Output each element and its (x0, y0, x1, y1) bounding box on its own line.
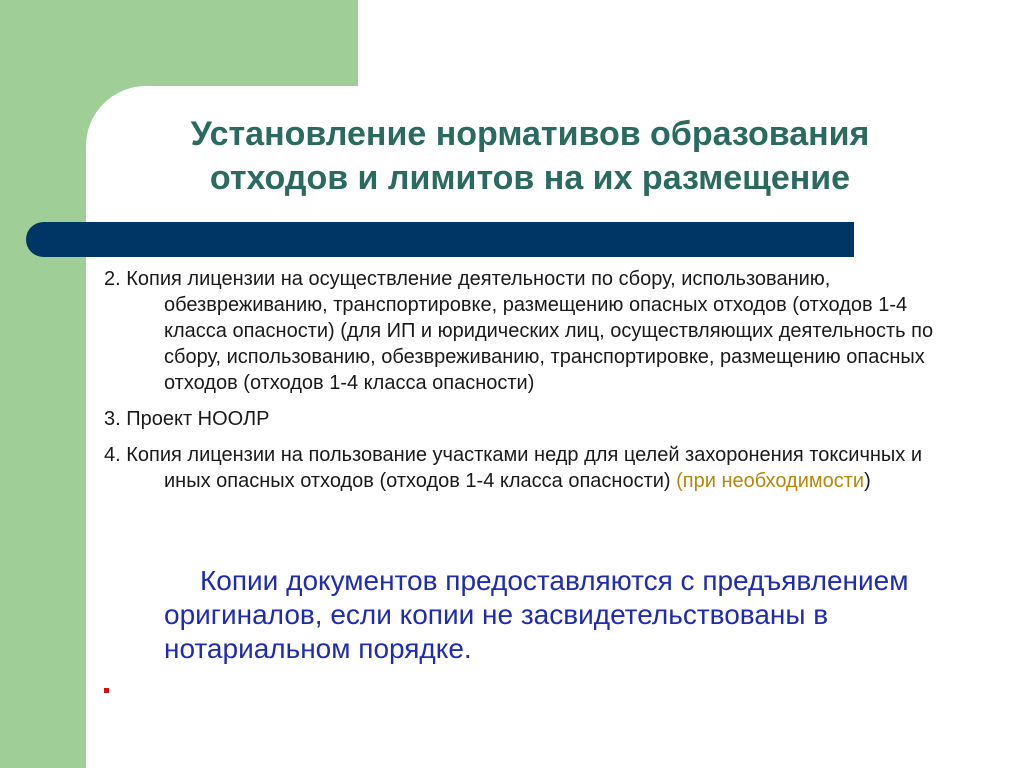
title-line-1: Установление нормативов образования (190, 115, 870, 153)
list-item-text: Копия лицензии на пользование участками недр для целей захоронения токсичных и иных опасных отходов (отходов 1-4 класса опасности) (126, 444, 923, 492)
paren-open: ( (676, 470, 683, 492)
list-item-2 (104, 266, 944, 396)
document-list (104, 266, 944, 504)
paren-close: ) (864, 470, 871, 492)
list-item-3 (104, 406, 944, 432)
list-item-4 (104, 442, 944, 494)
slide-title (100, 112, 960, 200)
top-white-area (358, 0, 1024, 90)
bullet-dot (104, 688, 109, 693)
list-item-text: Копия лицензии на осуществление деятельности по сбору, использованию, обезвреживанию, транспортировке, размещению опасных отходов (отходов 1-4 класса опасности) (для ИП и юридических лиц, осуществляющих деятельность по сбору, использованию, обезвреживанию, транспортировке, размещению опасных отходов (отходов 1-4 класса опасности) (126, 268, 934, 394)
list-item-number: 2. (104, 268, 121, 290)
title-line-2: отходов и лимитов на их размещение (209, 159, 851, 197)
highlight-note: при необходимости (682, 470, 865, 492)
list-item-text: Проект НООЛР (126, 408, 270, 430)
list-item-number: 4. (104, 444, 121, 466)
title-divider-bar (26, 222, 854, 257)
copies-note: Копии документов предоставляются с предъявлением оригиналов, если копии не засвидетельствованы в нотариальном порядке. (164, 565, 909, 664)
list-item-number: 3. (104, 408, 121, 430)
